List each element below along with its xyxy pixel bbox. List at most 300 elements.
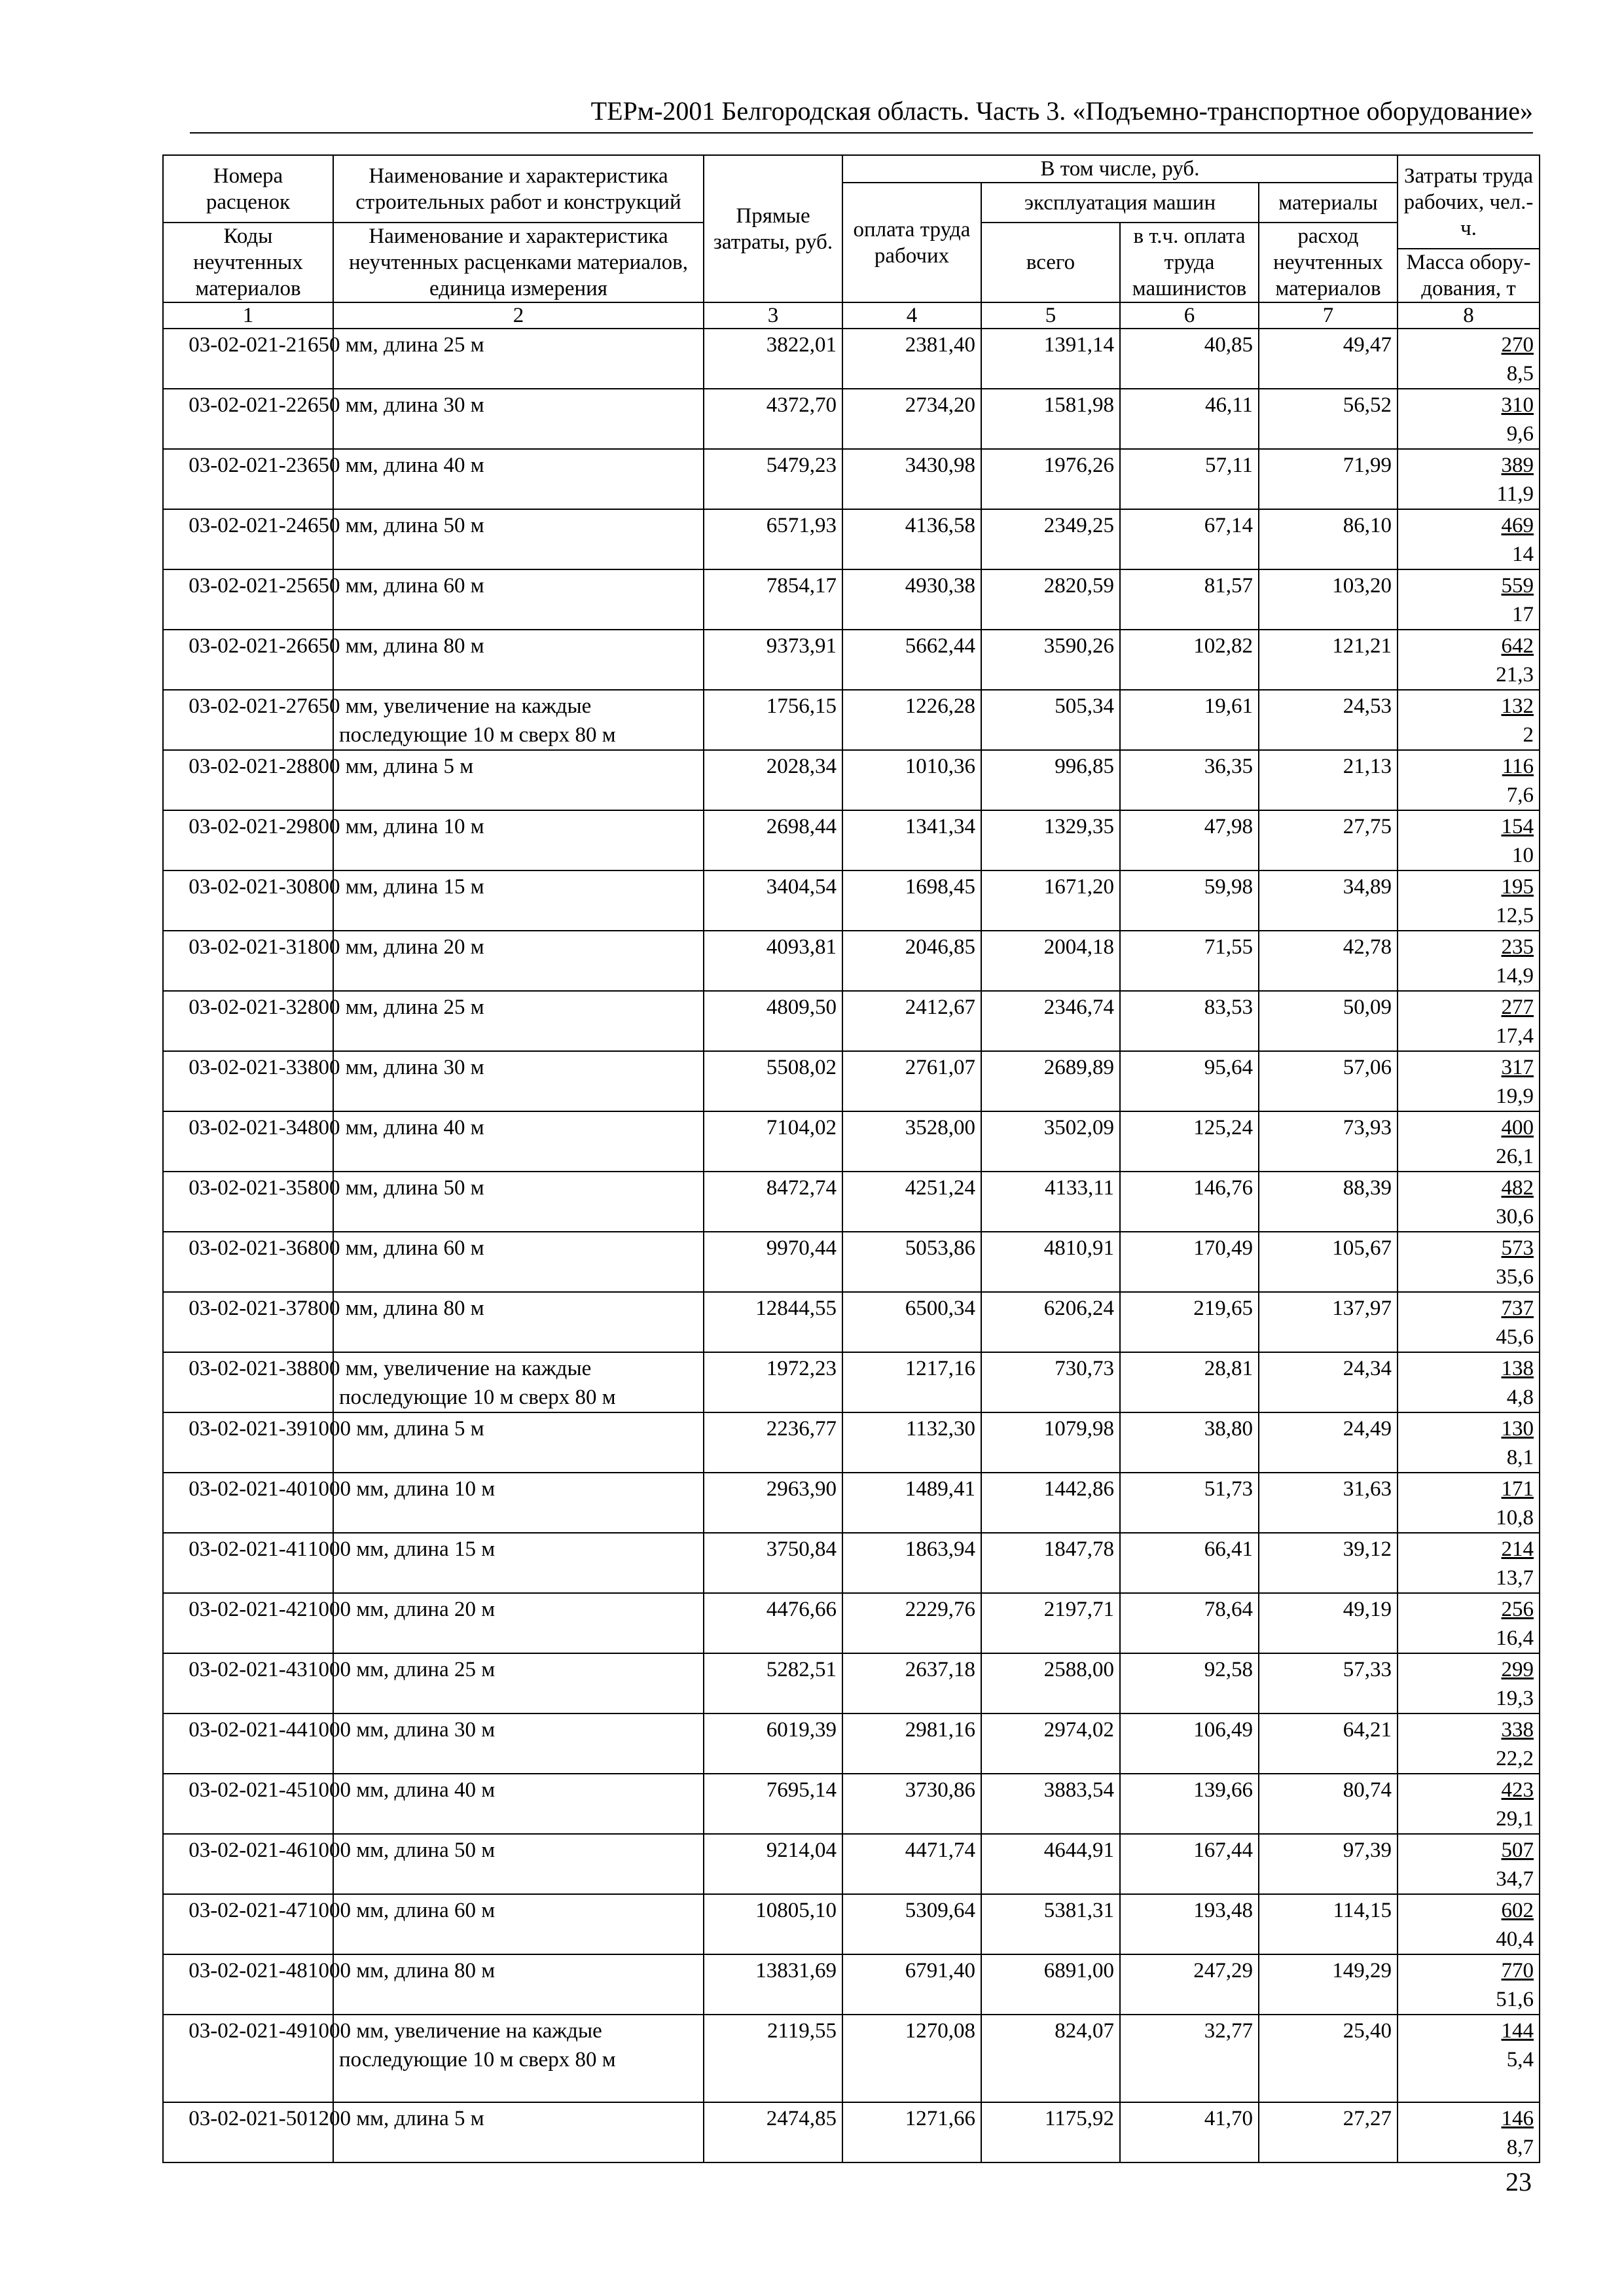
labor-pay-cell: 5309,64 xyxy=(842,1894,981,1954)
table-row xyxy=(163,1834,1540,1894)
labor-pay-cell: 1270,08 xyxy=(842,2015,981,2102)
direct-costs-cell: 7104,02 xyxy=(704,1111,842,1172)
labor-pay-cell: 1217,16 xyxy=(842,1352,981,1412)
machinist-pay-cell: 19,61 xyxy=(1120,690,1259,750)
machines-total-cell: 3502,09 xyxy=(981,1111,1120,1172)
labor-pay-cell: 3430,98 xyxy=(842,449,981,509)
direct-costs-cell: 4372,70 xyxy=(704,389,842,449)
labor-mass-cell xyxy=(1398,449,1540,509)
direct-costs-cell: 2119,55 xyxy=(704,2015,842,2102)
machines-total-cell: 3590,26 xyxy=(981,630,1120,690)
direct-costs-cell: 9373,91 xyxy=(704,630,842,690)
machines-total-cell: 1079,98 xyxy=(981,1412,1120,1473)
rate-code-cell: 03-02-021-47 xyxy=(163,1894,333,1954)
direct-costs-cell: 4809,50 xyxy=(704,991,842,1051)
work-name-cell: 650 мм, длина 30 м xyxy=(333,389,704,449)
table-row xyxy=(163,1352,1540,1412)
table-body xyxy=(163,329,1540,2162)
labor-mass-cell xyxy=(1398,1051,1540,1111)
equipment-mass: 22,2 xyxy=(1496,1747,1534,1770)
equipment-mass: 30,6 xyxy=(1496,1205,1534,1229)
page-header xyxy=(190,90,1533,134)
table-row xyxy=(163,1774,1540,1834)
labor-mass-cell xyxy=(1398,690,1540,750)
labor-mass-cell xyxy=(1398,870,1540,931)
rate-code-cell: 03-02-021-50 xyxy=(163,2102,333,2162)
machinist-pay-cell: 71,55 xyxy=(1120,931,1259,991)
labor-hours: 338 xyxy=(1501,1718,1534,1742)
labor-pay-cell: 4471,74 xyxy=(842,1834,981,1894)
direct-costs-cell: 9214,04 xyxy=(704,1834,842,1894)
equipment-mass: 13,7 xyxy=(1496,1566,1534,1590)
machines-total-cell: 1671,20 xyxy=(981,870,1120,931)
work-name-cell: 800 мм, увеличение на каждые последующие 10 м сверх 80 м xyxy=(333,1352,704,1412)
labor-mass-cell xyxy=(1398,1593,1540,1653)
labor-hours: 423 xyxy=(1501,1778,1534,1802)
col-number: 4 xyxy=(842,302,981,329)
machinist-pay-cell: 83,53 xyxy=(1120,991,1259,1051)
machinist-pay-cell: 146,76 xyxy=(1120,1172,1259,1232)
materials-cell: 64,21 xyxy=(1259,1713,1398,1774)
table-row xyxy=(163,1051,1540,1111)
machines-total-cell: 4644,91 xyxy=(981,1834,1120,1894)
labor-pay-cell: 4251,24 xyxy=(842,1172,981,1232)
rate-code-cell: 03-02-021-32 xyxy=(163,991,333,1051)
labor-mass-cell xyxy=(1398,1894,1540,1954)
rate-code-cell: 03-02-021-33 xyxy=(163,1051,333,1111)
table-row xyxy=(163,750,1540,810)
direct-costs-cell: 1756,15 xyxy=(704,690,842,750)
labor-mass-cell xyxy=(1398,2102,1540,2162)
labor-mass-cell xyxy=(1398,1653,1540,1713)
machinist-pay-cell: 51,73 xyxy=(1120,1473,1259,1533)
rate-code-cell: 03-02-021-46 xyxy=(163,1834,333,1894)
table-row xyxy=(163,1593,1540,1653)
table-row xyxy=(163,1533,1540,1593)
machinist-pay-cell: 167,44 xyxy=(1120,1834,1259,1894)
table-row xyxy=(163,2015,1540,2102)
direct-costs-cell: 7695,14 xyxy=(704,1774,842,1834)
labor-hours: 482 xyxy=(1501,1176,1534,1200)
labor-mass-cell xyxy=(1398,750,1540,810)
materials-cell: 39,12 xyxy=(1259,1533,1398,1593)
labor-hours: 256 xyxy=(1501,1598,1534,1621)
materials-cell: 137,97 xyxy=(1259,1292,1398,1352)
machines-total-cell: 1175,92 xyxy=(981,2102,1120,2162)
materials-cell: 49,47 xyxy=(1259,329,1398,389)
labor-pay-cell: 4930,38 xyxy=(842,569,981,630)
table-row xyxy=(163,870,1540,931)
labor-mass-cell xyxy=(1398,1473,1540,1533)
work-name-cell: 800 мм, длина 5 м xyxy=(333,750,704,810)
materials-cell: 21,13 xyxy=(1259,750,1398,810)
rate-code-cell: 03-02-021-49 xyxy=(163,2015,333,2102)
direct-costs-cell: 2698,44 xyxy=(704,810,842,870)
head-group-incl: В том числе, руб. xyxy=(842,155,1398,183)
direct-costs-cell: 8472,74 xyxy=(704,1172,842,1232)
rate-code-cell: 03-02-021-35 xyxy=(163,1172,333,1232)
table-row xyxy=(163,329,1540,389)
machines-total-cell: 1391,14 xyxy=(981,329,1120,389)
table-row xyxy=(163,810,1540,870)
direct-costs-cell: 5479,23 xyxy=(704,449,842,509)
equipment-mass: 29,1 xyxy=(1496,1807,1534,1831)
labor-mass-cell xyxy=(1398,569,1540,630)
rate-code-cell: 03-02-021-48 xyxy=(163,1954,333,2015)
rate-code-cell: 03-02-021-31 xyxy=(163,931,333,991)
machines-total-cell: 5381,31 xyxy=(981,1894,1120,1954)
direct-costs-cell: 4476,66 xyxy=(704,1593,842,1653)
head-col2-top: Наименование и характеристика строительных работ и конструкций xyxy=(333,155,704,223)
equipment-mass: 10 xyxy=(1512,844,1534,867)
labor-pay-cell: 2412,67 xyxy=(842,991,981,1051)
labor-pay-cell: 6500,34 xyxy=(842,1292,981,1352)
labor-mass-cell xyxy=(1398,931,1540,991)
rate-code-cell: 03-02-021-42 xyxy=(163,1593,333,1653)
direct-costs-cell: 2236,77 xyxy=(704,1412,842,1473)
header-title: ТЕРм-2001 Белгородская область. Часть 3. «Подъемно-транспортное оборудование» xyxy=(590,96,1533,126)
equipment-mass: 9,6 xyxy=(1506,422,1534,446)
labor-pay-cell: 1010,36 xyxy=(842,750,981,810)
equipment-mass: 19,9 xyxy=(1496,1085,1534,1108)
machines-total-cell: 1329,35 xyxy=(981,810,1120,870)
rate-code-cell: 03-02-021-24 xyxy=(163,509,333,569)
direct-costs-cell: 3404,54 xyxy=(704,870,842,931)
table-row xyxy=(163,1412,1540,1473)
labor-pay-cell: 1271,66 xyxy=(842,2102,981,2162)
labor-hours: 573 xyxy=(1501,1236,1534,1260)
labor-mass-cell xyxy=(1398,630,1540,690)
labor-hours: 130 xyxy=(1501,1417,1534,1441)
labor-pay-cell: 3730,86 xyxy=(842,1774,981,1834)
direct-costs-cell: 2963,90 xyxy=(704,1473,842,1533)
labor-hours: 214 xyxy=(1501,1537,1534,1561)
labor-hours: 144 xyxy=(1501,2019,1534,2043)
work-name-cell: 800 мм, длина 20 м xyxy=(333,931,704,991)
materials-cell: 27,27 xyxy=(1259,2102,1398,2162)
work-name-cell: 650 мм, длина 40 м xyxy=(333,449,704,509)
materials-cell: 105,67 xyxy=(1259,1232,1398,1292)
machines-total-cell: 6206,24 xyxy=(981,1292,1120,1352)
work-name-cell: 800 мм, длина 50 м xyxy=(333,1172,704,1232)
labor-pay-cell: 1863,94 xyxy=(842,1533,981,1593)
machines-total-cell: 824,07 xyxy=(981,2015,1120,2102)
labor-hours: 770 xyxy=(1501,1959,1534,1982)
equipment-mass: 17 xyxy=(1512,603,1534,626)
machinist-pay-cell: 38,80 xyxy=(1120,1412,1259,1473)
labor-hours: 146 xyxy=(1501,2107,1534,2130)
materials-cell: 121,21 xyxy=(1259,630,1398,690)
labor-hours: 171 xyxy=(1501,1477,1534,1501)
col-number: 3 xyxy=(704,302,842,329)
labor-pay-cell: 2046,85 xyxy=(842,931,981,991)
rate-code-cell: 03-02-021-26 xyxy=(163,630,333,690)
machinist-pay-cell: 47,98 xyxy=(1120,810,1259,870)
machinist-pay-cell: 106,49 xyxy=(1120,1713,1259,1774)
labor-pay-cell: 6791,40 xyxy=(842,1954,981,2015)
head-col1-top: Номера расценок xyxy=(163,155,333,223)
labor-mass-cell xyxy=(1398,1172,1540,1232)
rate-code-cell: 03-02-021-27 xyxy=(163,690,333,750)
rate-code-cell: 03-02-021-43 xyxy=(163,1653,333,1713)
machinist-pay-cell: 67,14 xyxy=(1120,509,1259,569)
materials-cell: 73,93 xyxy=(1259,1111,1398,1172)
materials-cell: 97,39 xyxy=(1259,1834,1398,1894)
work-name-cell: 800 мм, длина 25 м xyxy=(333,991,704,1051)
materials-cell: 149,29 xyxy=(1259,1954,1398,2015)
work-name-cell: 1000 мм, длина 30 м xyxy=(333,1713,704,1774)
rate-code-cell: 03-02-021-25 xyxy=(163,569,333,630)
machinist-pay-cell: 59,98 xyxy=(1120,870,1259,931)
direct-costs-cell: 7854,17 xyxy=(704,569,842,630)
machinist-pay-cell: 95,64 xyxy=(1120,1051,1259,1111)
machines-total-cell: 2349,25 xyxy=(981,509,1120,569)
materials-cell: 80,74 xyxy=(1259,1774,1398,1834)
machines-total-cell: 2346,74 xyxy=(981,991,1120,1051)
equipment-mass: 16,4 xyxy=(1496,1626,1534,1650)
rate-code-cell: 03-02-021-40 xyxy=(163,1473,333,1533)
labor-hours: 317 xyxy=(1501,1056,1534,1079)
table-row xyxy=(163,1713,1540,1774)
table-row xyxy=(163,509,1540,569)
labor-pay-cell: 3528,00 xyxy=(842,1111,981,1172)
labor-mass-cell xyxy=(1398,991,1540,1051)
machinist-pay-cell: 102,82 xyxy=(1120,630,1259,690)
table-row xyxy=(163,1894,1540,1954)
materials-cell: 24,49 xyxy=(1259,1412,1398,1473)
labor-hours: 469 xyxy=(1501,514,1534,537)
work-name-cell: 800 мм, длина 10 м xyxy=(333,810,704,870)
rate-code-cell: 03-02-021-44 xyxy=(163,1713,333,1774)
table-row xyxy=(163,1653,1540,1713)
head-col1-bottom: Коды неучтенных материалов xyxy=(163,223,333,302)
rate-code-cell: 03-02-021-37 xyxy=(163,1292,333,1352)
labor-pay-cell: 5053,86 xyxy=(842,1232,981,1292)
machines-total-cell: 4810,91 xyxy=(981,1232,1120,1292)
col-number: 1 xyxy=(163,302,333,329)
labor-pay-cell: 1132,30 xyxy=(842,1412,981,1473)
machines-total-cell: 2004,18 xyxy=(981,931,1120,991)
col-number: 2 xyxy=(333,302,704,329)
work-name-cell: 1000 мм, длина 80 м xyxy=(333,1954,704,2015)
rate-code-cell: 03-02-021-36 xyxy=(163,1232,333,1292)
table-row xyxy=(163,690,1540,750)
labor-pay-cell: 2229,76 xyxy=(842,1593,981,1653)
labor-hours: 559 xyxy=(1501,574,1534,598)
machines-total-cell: 2588,00 xyxy=(981,1653,1120,1713)
table-row xyxy=(163,389,1540,449)
labor-pay-cell: 1489,41 xyxy=(842,1473,981,1533)
rate-code-cell: 03-02-021-41 xyxy=(163,1533,333,1593)
machinist-pay-cell: 219,65 xyxy=(1120,1292,1259,1352)
materials-cell: 24,34 xyxy=(1259,1352,1398,1412)
labor-pay-cell: 2761,07 xyxy=(842,1051,981,1111)
direct-costs-cell: 4093,81 xyxy=(704,931,842,991)
labor-pay-cell: 1341,34 xyxy=(842,810,981,870)
head-col8-top: Затраты труда рабочих, чел.-ч. xyxy=(1398,155,1540,249)
machines-total-cell: 6891,00 xyxy=(981,1954,1120,2015)
head-col3: Прямые затраты, руб. xyxy=(704,155,842,302)
table-row xyxy=(163,1954,1540,2015)
labor-mass-cell xyxy=(1398,1412,1540,1473)
machines-total-cell: 996,85 xyxy=(981,750,1120,810)
col-number: 8 xyxy=(1398,302,1540,329)
labor-mass-cell xyxy=(1398,389,1540,449)
table-row xyxy=(163,1172,1540,1232)
labor-mass-cell xyxy=(1398,1954,1540,2015)
direct-costs-cell: 10805,10 xyxy=(704,1894,842,1954)
rate-code-cell: 03-02-021-22 xyxy=(163,389,333,449)
labor-pay-cell: 2381,40 xyxy=(842,329,981,389)
machines-total-cell: 4133,11 xyxy=(981,1172,1120,1232)
labor-hours: 507 xyxy=(1501,1839,1534,1862)
rate-code-cell: 03-02-021-23 xyxy=(163,449,333,509)
labor-hours: 737 xyxy=(1501,1297,1534,1320)
machines-total-cell: 2820,59 xyxy=(981,569,1120,630)
equipment-mass: 11,9 xyxy=(1496,482,1534,506)
equipment-mass: 5,4 xyxy=(1506,2048,1534,2072)
direct-costs-cell: 2028,34 xyxy=(704,750,842,810)
machines-total-cell: 730,73 xyxy=(981,1352,1120,1412)
equipment-mass: 10,8 xyxy=(1496,1506,1534,1530)
equipment-mass: 8,5 xyxy=(1506,362,1534,386)
machines-total-cell: 2974,02 xyxy=(981,1713,1120,1774)
labor-mass-cell xyxy=(1398,1292,1540,1352)
labor-hours: 642 xyxy=(1501,634,1534,658)
equipment-mass: 26,1 xyxy=(1496,1145,1534,1168)
labor-mass-cell xyxy=(1398,1533,1540,1593)
labor-mass-cell xyxy=(1398,1352,1540,1412)
equipment-mass: 8,7 xyxy=(1506,2136,1534,2159)
work-name-cell: 1000 мм, длина 50 м xyxy=(333,1834,704,1894)
machinist-pay-cell: 41,70 xyxy=(1120,2102,1259,2162)
materials-cell: 57,06 xyxy=(1259,1051,1398,1111)
table-row xyxy=(163,991,1540,1051)
table-row xyxy=(163,569,1540,630)
rate-code-cell: 03-02-021-45 xyxy=(163,1774,333,1834)
materials-cell: 50,09 xyxy=(1259,991,1398,1051)
labor-hours: 299 xyxy=(1501,1658,1534,1681)
machinist-pay-cell: 40,85 xyxy=(1120,329,1259,389)
labor-pay-cell: 2734,20 xyxy=(842,389,981,449)
machines-total-cell: 505,34 xyxy=(981,690,1120,750)
work-name-cell: 1000 мм, длина 5 м xyxy=(333,1412,704,1473)
labor-mass-cell xyxy=(1398,1232,1540,1292)
rate-code-cell: 03-02-021-38 xyxy=(163,1352,333,1412)
machinist-pay-cell: 125,24 xyxy=(1120,1111,1259,1172)
labor-hours: 116 xyxy=(1502,755,1534,778)
table-row xyxy=(163,449,1540,509)
direct-costs-cell: 3822,01 xyxy=(704,329,842,389)
equipment-mass: 4,8 xyxy=(1506,1386,1534,1409)
equipment-mass: 7,6 xyxy=(1506,783,1534,807)
machinist-pay-cell: 28,81 xyxy=(1120,1352,1259,1412)
direct-costs-cell: 5282,51 xyxy=(704,1653,842,1713)
col-number: 5 xyxy=(981,302,1120,329)
labor-hours: 235 xyxy=(1501,935,1534,959)
equipment-mass: 35,6 xyxy=(1496,1265,1534,1289)
machinist-pay-cell: 36,35 xyxy=(1120,750,1259,810)
labor-mass-cell xyxy=(1398,1713,1540,1774)
machines-total-cell: 2689,89 xyxy=(981,1051,1120,1111)
machines-total-cell: 1976,26 xyxy=(981,449,1120,509)
equipment-mass: 51,6 xyxy=(1496,1988,1534,2011)
labor-pay-cell: 2637,18 xyxy=(842,1653,981,1713)
col-number: 6 xyxy=(1120,302,1259,329)
labor-pay-cell: 5662,44 xyxy=(842,630,981,690)
direct-costs-cell: 5508,02 xyxy=(704,1051,842,1111)
work-name-cell: 1000 мм, длина 15 м xyxy=(333,1533,704,1593)
table-row xyxy=(163,2102,1540,2162)
machinist-pay-cell: 247,29 xyxy=(1120,1954,1259,2015)
labor-hours: 400 xyxy=(1501,1116,1534,1139)
work-name-cell: 800 мм, длина 30 м xyxy=(333,1051,704,1111)
rate-code-cell: 03-02-021-29 xyxy=(163,810,333,870)
machinist-pay-cell: 32,77 xyxy=(1120,2015,1259,2102)
labor-mass-cell xyxy=(1398,1111,1540,1172)
work-name-cell: 1000 мм, длина 25 м xyxy=(333,1653,704,1713)
table-head xyxy=(163,155,1540,329)
direct-costs-cell: 2474,85 xyxy=(704,2102,842,2162)
work-name-cell: 1000 мм, длина 20 м xyxy=(333,1593,704,1653)
labor-mass-cell xyxy=(1398,1834,1540,1894)
direct-costs-cell: 1972,23 xyxy=(704,1352,842,1412)
labor-hours: 154 xyxy=(1501,815,1534,838)
col-number: 7 xyxy=(1259,302,1398,329)
rate-code-cell: 03-02-021-39 xyxy=(163,1412,333,1473)
labor-hours: 602 xyxy=(1501,1899,1534,1922)
labor-hours: 132 xyxy=(1501,694,1534,718)
machinist-pay-cell: 92,58 xyxy=(1120,1653,1259,1713)
materials-cell: 27,75 xyxy=(1259,810,1398,870)
head-col5: всего xyxy=(981,223,1120,302)
materials-cell: 25,40 xyxy=(1259,2015,1398,2102)
materials-cell: 24,53 xyxy=(1259,690,1398,750)
labor-mass-cell xyxy=(1398,2015,1540,2102)
labor-hours: 138 xyxy=(1501,1357,1534,1380)
rate-code-cell: 03-02-021-34 xyxy=(163,1111,333,1172)
materials-cell: 57,33 xyxy=(1259,1653,1398,1713)
table-row xyxy=(163,1292,1540,1352)
machines-total-cell: 3883,54 xyxy=(981,1774,1120,1834)
work-name-cell: 1000 мм, длина 40 м xyxy=(333,1774,704,1834)
column-numbers-row xyxy=(163,302,1540,329)
machinist-pay-cell: 78,64 xyxy=(1120,1593,1259,1653)
materials-cell: 86,10 xyxy=(1259,509,1398,569)
labor-hours: 310 xyxy=(1501,393,1534,417)
head-col7: расход неучтенных материалов xyxy=(1259,223,1398,302)
labor-mass-cell xyxy=(1398,509,1540,569)
direct-costs-cell: 9970,44 xyxy=(704,1232,842,1292)
machinist-pay-cell: 170,49 xyxy=(1120,1232,1259,1292)
rates-table xyxy=(162,154,1540,2163)
equipment-mass: 45,6 xyxy=(1496,1325,1534,1349)
direct-costs-cell: 6019,39 xyxy=(704,1713,842,1774)
labor-pay-cell: 4136,58 xyxy=(842,509,981,569)
work-name-cell: 650 мм, длина 50 м xyxy=(333,509,704,569)
machines-total-cell: 1847,78 xyxy=(981,1533,1120,1593)
work-name-cell: 650 мм, увеличение на каждые последующие 10 м сверх 80 м xyxy=(333,690,704,750)
materials-cell: 31,63 xyxy=(1259,1473,1398,1533)
materials-cell: 49,19 xyxy=(1259,1593,1398,1653)
machines-total-cell: 2197,71 xyxy=(981,1593,1120,1653)
head-col8-bottom: Масса обору-дования, т xyxy=(1398,249,1540,302)
equipment-mass: 34,7 xyxy=(1496,1867,1534,1891)
equipment-mass: 14,9 xyxy=(1496,964,1534,988)
labor-mass-cell xyxy=(1398,810,1540,870)
work-name-cell: 800 мм, длина 80 м xyxy=(333,1292,704,1352)
table-row xyxy=(163,931,1540,991)
